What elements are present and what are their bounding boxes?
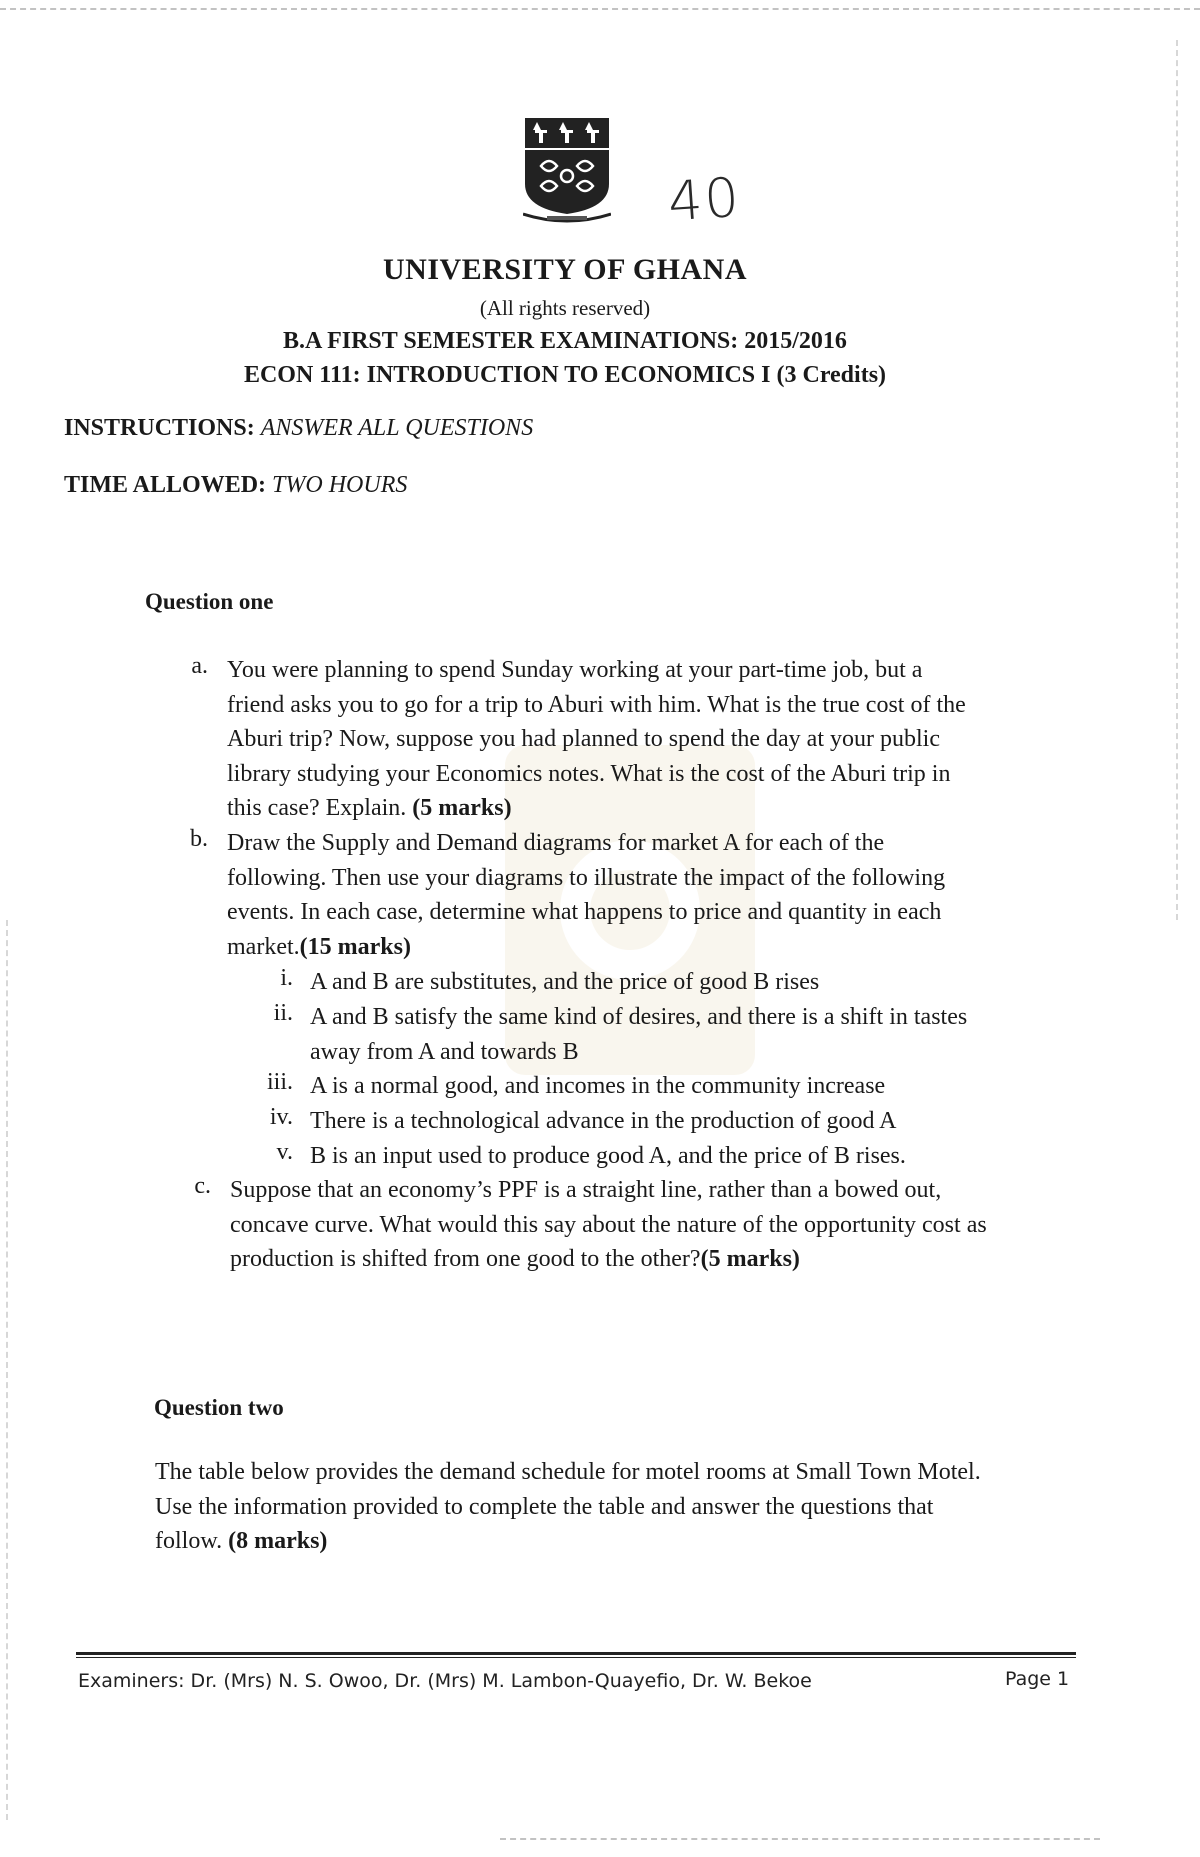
- text-line: [155, 1524, 1115, 1559]
- question-one-c: [230, 1173, 1110, 1277]
- footer-divider-thin: [76, 1657, 1076, 1658]
- text-line: A and B satisfy the same kind of desires, and there is a shift in tastes: [310, 1004, 968, 1030]
- text-line-end: market.: [227, 933, 300, 960]
- marks: (8 marks): [228, 1528, 328, 1554]
- text-line: [227, 930, 1107, 965]
- text-line: A is a normal good, and incomes in the community increase: [310, 1073, 886, 1099]
- text-line: There is a technological advance in the production of good A: [310, 1108, 897, 1134]
- text-line: [227, 791, 1107, 826]
- question-one-a: [227, 653, 1107, 826]
- handwritten-score: 40: [665, 165, 743, 234]
- sub-item: [310, 1069, 885, 1104]
- scan-edge-top: [0, 8, 1200, 10]
- text-line: Use the information provided to complete the table and answer the questions that: [155, 1493, 934, 1520]
- university-name: UNIVERSITY OF GHANA: [383, 253, 747, 286]
- marks: (5 marks): [700, 1246, 800, 1272]
- text-line: Draw the Supply and Demand diagrams for market A for each of the: [227, 830, 885, 856]
- text-line: You were planning to spend Sunday working at your part-time job, but a: [227, 657, 923, 683]
- text-line: events. In each case, determine what happens to price and quantity in each: [227, 899, 942, 925]
- question-one-heading: Question one: [145, 589, 274, 614]
- time-allowed-value: TWO HOURS: [272, 472, 408, 498]
- sub-item: [310, 1139, 906, 1174]
- text-line: friend asks you to go for a trip to Aburi with him. What is the true cost of the: [227, 691, 966, 718]
- scan-edge-left: [6, 920, 8, 1820]
- item-b-marker: b.: [190, 826, 208, 852]
- marks: (15 marks): [299, 933, 411, 960]
- footer-examiners: Examiners: Dr. (Mrs) N. S. Owoo, Dr. (Mrs) M. Lambon-Quayefio, Dr. W. Bekoe: [78, 1670, 812, 1692]
- scan-edge-right: [1176, 40, 1178, 920]
- text-line: Aburi trip? Now, suppose you had planned to spend the day at your public: [227, 726, 940, 752]
- rights-notice: (All rights reserved): [479, 296, 651, 320]
- sub-item-marker: i.: [280, 965, 293, 991]
- instructions-value: ANSWER ALL QUESTIONS: [260, 415, 534, 441]
- exam-title: B.A FIRST SEMESTER EXAMINATIONS: 2015/2016: [283, 328, 847, 354]
- page-number: Page 1: [1005, 1668, 1070, 1690]
- question-two-heading: Question two: [154, 1395, 284, 1420]
- question-two-text: [155, 1455, 1115, 1559]
- university-crest-icon: [523, 116, 611, 226]
- sub-item: [310, 1000, 967, 1069]
- time-allowed-label: TIME ALLOWED:: [64, 472, 267, 498]
- footer-divider: [76, 1652, 1076, 1655]
- text-line-end: follow.: [155, 1528, 223, 1554]
- marks: (5 marks): [412, 795, 512, 821]
- text-line-end: this case? Explain.: [227, 795, 407, 821]
- text-line: A and B are substitutes, and the price of good B rises: [310, 969, 820, 995]
- sub-item-marker: ii.: [273, 1000, 293, 1026]
- text-line: Suppose that an economy’s PPF is a straight line, rather than a bowed out,: [230, 1177, 942, 1203]
- sub-item: [310, 965, 819, 1000]
- text-line: following. Then use your diagrams to illustrate the impact of the following: [227, 864, 946, 891]
- sub-item-marker: v.: [276, 1139, 293, 1165]
- text-line: library studying your Economics notes. What is the cost of the Aburi trip in: [227, 760, 951, 787]
- sub-item-marker: iii.: [266, 1069, 293, 1095]
- course-title: ECON 111: INTRODUCTION TO ECONOMICS I (3 Credits): [243, 362, 887, 388]
- instructions: [64, 415, 533, 442]
- item-a-marker: a.: [191, 653, 208, 679]
- text-line: B is an input used to produce good A, and the price of B rises.: [310, 1143, 906, 1169]
- text-line: The table below provides the demand schedule for motel rooms at Small Town Motel.: [155, 1459, 981, 1485]
- item-c-marker: c.: [194, 1173, 211, 1199]
- text-line: [230, 1242, 1110, 1277]
- sub-item: [310, 1104, 896, 1139]
- text-line-end: production is shifted from one good to the other?: [230, 1246, 701, 1272]
- instructions-label: INSTRUCTIONS:: [64, 415, 255, 441]
- text-line: away from A and towards B: [310, 1038, 579, 1065]
- question-one-b: [227, 826, 1107, 964]
- scan-edge-bottom: [500, 1838, 1100, 1840]
- sub-item-marker: iv.: [269, 1104, 293, 1130]
- text-line: concave curve. What would this say about the nature of the opportunity cost as: [230, 1211, 987, 1238]
- time-allowed: [64, 472, 407, 499]
